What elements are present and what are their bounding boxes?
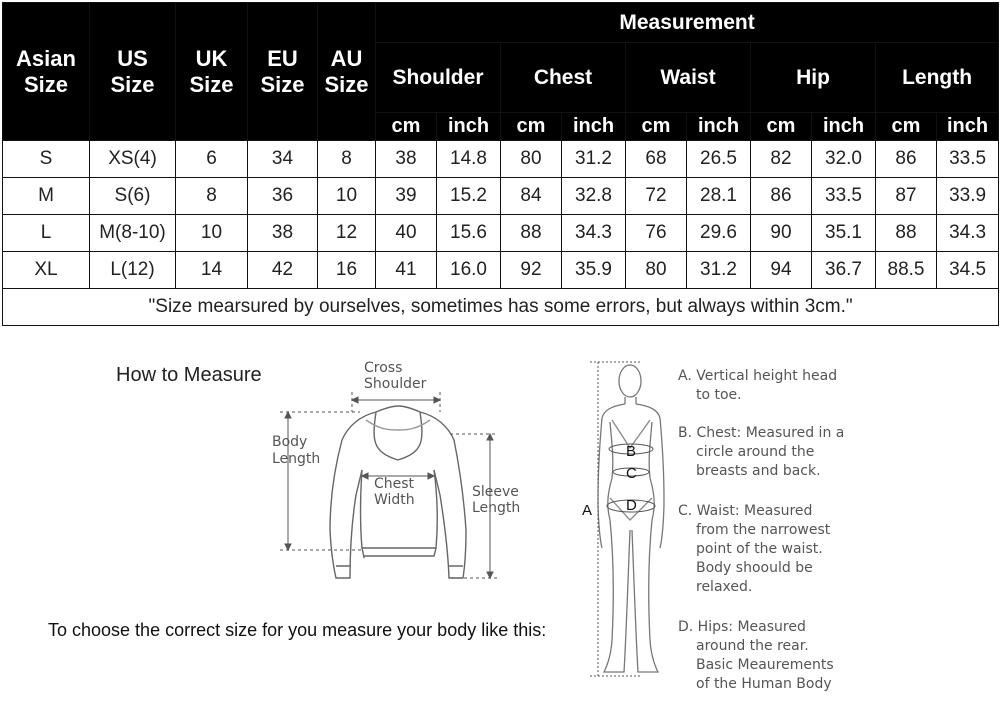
cell-length-inch: 34.5 bbox=[937, 252, 999, 289]
header-hip: Hip bbox=[751, 43, 876, 113]
body-letter-c: C bbox=[626, 465, 637, 482]
unit-cm: cm bbox=[876, 113, 937, 141]
label-body-length: Length bbox=[272, 451, 321, 467]
header-waist: Waist bbox=[626, 43, 751, 113]
cell-hip-cm: 86 bbox=[751, 178, 812, 215]
legend-c-line: Body shoould be bbox=[696, 560, 813, 576]
cell-waist-cm: 80 bbox=[626, 252, 687, 289]
measurement-note: "Size mearsured by ourselves, sometimes has some errors, but always within 3cm." bbox=[3, 289, 999, 326]
cell-hip-cm: 94 bbox=[751, 252, 812, 289]
cell-chest-inch: 31.2 bbox=[562, 141, 626, 178]
cell-chest-inch: 35.9 bbox=[562, 252, 626, 289]
header-chest: Chest bbox=[501, 43, 626, 113]
unit-cm: cm bbox=[501, 113, 562, 141]
cell-length-inch: 33.9 bbox=[937, 178, 999, 215]
legend-d-line: around the rear. bbox=[696, 638, 809, 654]
header-shoulder: Shoulder bbox=[376, 43, 501, 113]
legend-b-line: B. Chest: Measured in a bbox=[678, 425, 845, 441]
unit-cm: cm bbox=[751, 113, 812, 141]
cell-au-size: 10 bbox=[318, 178, 376, 215]
cell-waist-cm: 68 bbox=[626, 141, 687, 178]
cell-asian-size: M bbox=[3, 178, 90, 215]
body-letter-d: D bbox=[626, 497, 637, 514]
unit-inch: inch bbox=[937, 113, 999, 141]
legend-d-line: Basic Meaurements bbox=[696, 657, 834, 673]
cell-shoulder-inch: 15.6 bbox=[437, 215, 501, 252]
cell-uk-size: 10 bbox=[176, 215, 248, 252]
header-eu-size: EU Size bbox=[248, 3, 318, 141]
cell-hip-cm: 90 bbox=[751, 215, 812, 252]
cell-eu-size: 36 bbox=[248, 178, 318, 215]
cell-hip-inch: 35.1 bbox=[812, 215, 876, 252]
cell-length-inch: 34.3 bbox=[937, 215, 999, 252]
legend-c-line: relaxed. bbox=[696, 579, 753, 595]
unit-inch: inch bbox=[687, 113, 751, 141]
cell-length-cm: 88.5 bbox=[876, 252, 937, 289]
label-chest-width: Width bbox=[374, 492, 415, 508]
legend-c-line: C. Waist: Measured bbox=[678, 503, 813, 519]
legend-c-line: from the narrowest bbox=[696, 522, 831, 538]
cell-us-size: S(6) bbox=[90, 178, 176, 215]
legend-d-line: of the Human Body bbox=[696, 676, 832, 692]
unit-inch: inch bbox=[437, 113, 501, 141]
cell-hip-inch: 36.7 bbox=[812, 252, 876, 289]
legend-a bbox=[678, 367, 858, 405]
header-length: Length bbox=[876, 43, 999, 113]
header-us-size: US Size bbox=[90, 3, 176, 141]
unit-inch: inch bbox=[562, 113, 626, 141]
cell-length-inch: 33.5 bbox=[937, 141, 999, 178]
cell-chest-cm: 80 bbox=[501, 141, 562, 178]
cell-chest-inch: 34.3 bbox=[562, 215, 626, 252]
label-cross: Cross bbox=[364, 360, 403, 376]
cell-shoulder-inch: 15.2 bbox=[437, 178, 501, 215]
cell-shoulder-inch: 14.8 bbox=[437, 141, 501, 178]
body-letter-a: A bbox=[582, 502, 593, 519]
cell-shoulder-cm: 40 bbox=[376, 215, 437, 252]
unit-cm: cm bbox=[376, 113, 437, 141]
cell-asian-size: XL bbox=[3, 252, 90, 289]
cell-us-size: L(12) bbox=[90, 252, 176, 289]
cell-waist-inch: 29.6 bbox=[687, 215, 751, 252]
cell-shoulder-cm: 41 bbox=[376, 252, 437, 289]
header-uk-size: UK Size bbox=[176, 3, 248, 141]
cell-asian-size: L bbox=[3, 215, 90, 252]
label-sleeve: Sleeve bbox=[472, 484, 519, 500]
cell-hip-inch: 33.5 bbox=[812, 178, 876, 215]
body-measure-lines bbox=[590, 362, 655, 676]
legend-a-line: A. Vertical height head bbox=[678, 368, 838, 384]
body-letter-b: B bbox=[626, 443, 637, 460]
legend-d-line: D. Hips: Measured bbox=[678, 619, 806, 635]
cell-hip-inch: 32.0 bbox=[812, 141, 876, 178]
cell-waist-inch: 31.2 bbox=[687, 252, 751, 289]
label-cross-shoulder: Shoulder bbox=[364, 376, 427, 392]
cell-length-cm: 88 bbox=[876, 215, 937, 252]
cell-chest-cm: 84 bbox=[501, 178, 562, 215]
header-au-size: AU Size bbox=[318, 3, 376, 141]
cell-waist-cm: 72 bbox=[626, 178, 687, 215]
cell-au-size: 12 bbox=[318, 215, 376, 252]
cell-uk-size: 6 bbox=[176, 141, 248, 178]
how-to-measure-title: How to Measure bbox=[116, 364, 262, 386]
cell-us-size: M(8-10) bbox=[90, 215, 176, 252]
cell-waist-inch: 26.5 bbox=[687, 141, 751, 178]
legend-c bbox=[678, 502, 858, 597]
cell-length-cm: 87 bbox=[876, 178, 937, 215]
cell-waist-inch: 28.1 bbox=[687, 178, 751, 215]
legend-b bbox=[678, 424, 858, 481]
cell-uk-size: 8 bbox=[176, 178, 248, 215]
cell-au-size: 16 bbox=[318, 252, 376, 289]
header-asian-size: Asian Size bbox=[3, 3, 90, 141]
cell-au-size: 8 bbox=[318, 141, 376, 178]
cell-eu-size: 34 bbox=[248, 141, 318, 178]
legend-b-line: circle around the bbox=[696, 444, 815, 460]
cell-chest-cm: 88 bbox=[501, 215, 562, 252]
legend-a-line: to toe. bbox=[696, 387, 742, 403]
cell-eu-size: 42 bbox=[248, 252, 318, 289]
cell-length-cm: 86 bbox=[876, 141, 937, 178]
cell-shoulder-cm: 39 bbox=[376, 178, 437, 215]
cell-shoulder-inch: 16.0 bbox=[437, 252, 501, 289]
cell-eu-size: 38 bbox=[248, 215, 318, 252]
cell-hip-cm: 82 bbox=[751, 141, 812, 178]
legend-c-line: point of the waist. bbox=[696, 541, 823, 557]
legend-d bbox=[678, 618, 858, 694]
cell-shoulder-cm: 38 bbox=[376, 141, 437, 178]
body-figure bbox=[598, 365, 664, 672]
header-measurement: Measurement bbox=[376, 3, 999, 43]
choose-size-instruction: To choose the correct size for you measure your body like this: bbox=[48, 620, 547, 640]
unit-inch: inch bbox=[812, 113, 876, 141]
unit-cm: cm bbox=[626, 113, 687, 141]
label-chest: Chest bbox=[374, 476, 415, 492]
label-body: Body bbox=[272, 434, 308, 450]
cell-uk-size: 14 bbox=[176, 252, 248, 289]
cell-us-size: XS(4) bbox=[90, 141, 176, 178]
label-sleeve-length: Length bbox=[472, 500, 521, 516]
cell-asian-size: S bbox=[3, 141, 90, 178]
cell-chest-cm: 92 bbox=[501, 252, 562, 289]
cell-waist-cm: 76 bbox=[626, 215, 687, 252]
legend-b-line: breasts and back. bbox=[696, 463, 821, 479]
cell-chest-inch: 32.8 bbox=[562, 178, 626, 215]
